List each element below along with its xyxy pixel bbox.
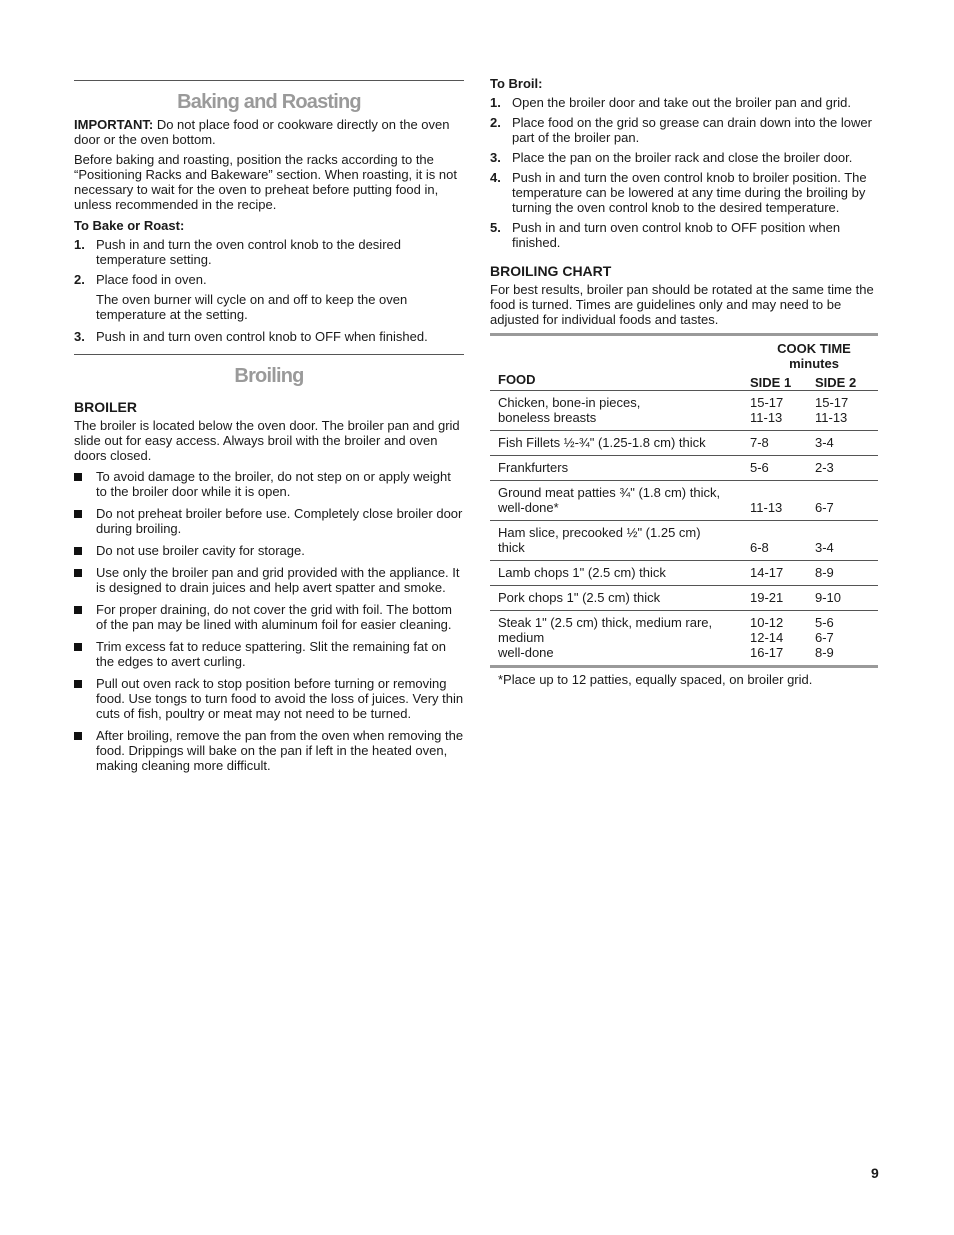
side1-cell xyxy=(750,391,815,431)
column-header-cook-time xyxy=(750,336,878,391)
step-number: 2. xyxy=(74,272,85,287)
step-text: Push in and turn the oven control knob to broiler position. The temperature can be lowered at any time during the broiling by turning the oven control knob to the desired temperature. xyxy=(512,170,867,215)
cell-line: 12-14 xyxy=(750,630,784,645)
bullet-text: Do not use broiler cavity for storage. xyxy=(96,543,305,558)
list-item xyxy=(74,329,464,344)
step-number: 3. xyxy=(490,150,501,165)
side2-cell xyxy=(815,521,878,561)
cell-line: 15-17 xyxy=(815,395,849,410)
cell-line: medium xyxy=(498,630,545,645)
list-item xyxy=(74,237,464,267)
cell-line: 6-8 xyxy=(750,540,769,555)
food-cell xyxy=(490,391,750,431)
list-item xyxy=(490,170,878,215)
step-number: 2. xyxy=(490,115,501,130)
important-text: Do not place food or cookware directly on the oven door or the oven bottom. xyxy=(74,117,450,147)
table-body xyxy=(490,391,878,667)
bullet-text: Do not preheat broiler before use. Completely close broiler door during broiling. xyxy=(96,506,463,536)
food-cell xyxy=(490,431,750,456)
cell-line: 15-17 xyxy=(750,395,784,410)
cell-line: Pork chops 1" (2.5 cm) thick xyxy=(498,590,661,605)
baking-intro: Before baking and roasting, position the racks according to the “Positioning Racks and Bakeware” section. When roasting, it is not necessary to wait for the oven to preheat before putting food in, unless recommended in the recipe. xyxy=(74,152,457,212)
bullet-square-icon xyxy=(74,643,82,651)
side1-cell xyxy=(750,431,815,456)
baking-section-title: Baking and Roasting xyxy=(177,91,361,113)
side2-cell xyxy=(815,611,878,667)
cell-line: 3-4 xyxy=(815,435,834,450)
cell-line: Ham slice, precooked ½" (1.25 cm) xyxy=(498,525,701,540)
table-row xyxy=(490,611,878,667)
broiling-chart-table xyxy=(490,333,878,668)
side2-cell xyxy=(815,586,878,611)
cell-line: 2-3 xyxy=(815,460,834,475)
list-item xyxy=(490,220,878,250)
cell-line: Chicken, bone-in pieces, xyxy=(498,395,641,410)
bullet-square-icon xyxy=(74,680,82,688)
cell-line: 14-17 xyxy=(750,565,784,580)
step-number: 3. xyxy=(74,329,85,344)
table-row xyxy=(490,561,878,586)
column-header-food: FOOD xyxy=(498,372,536,387)
list-item xyxy=(74,639,464,669)
step-text: Push in and turn oven control knob to OFF when finished. xyxy=(96,329,428,344)
side2-cell xyxy=(815,391,878,431)
cell-line: 16-17 xyxy=(750,645,784,660)
side1-cell xyxy=(750,611,815,667)
bullet-text: Trim excess fat to reduce spattering. Slit the remaining fat on the edges to avert curling. xyxy=(96,639,446,669)
bullet-square-icon xyxy=(74,606,82,614)
step-text: Place food in oven. xyxy=(96,272,207,287)
cell-line: 8-9 xyxy=(815,565,834,580)
side2-cell xyxy=(815,431,878,456)
list-item xyxy=(490,95,878,110)
step-number: 1. xyxy=(74,237,85,252)
broiler-heading: BROILER xyxy=(74,399,137,415)
page-number: 9 xyxy=(871,1165,879,1181)
cell-line: Steak 1" (2.5 cm) thick, medium rare, xyxy=(498,615,713,630)
important-label: IMPORTANT: xyxy=(74,117,154,132)
to-broil-heading: To Broil: xyxy=(490,76,543,91)
bullet-square-icon xyxy=(74,569,82,577)
chart-footnote: *Place up to 12 patties, equally spaced, on broiler grid. xyxy=(498,672,813,687)
cell-line: 6-7 xyxy=(815,500,834,515)
cook-time-label: COOK TIME xyxy=(777,341,851,356)
cell-line: Frankfurters xyxy=(498,460,569,475)
list-item xyxy=(74,676,464,721)
table-bottom-rule xyxy=(490,667,878,669)
table-row xyxy=(490,431,878,456)
column-header-side2: SIDE 2 xyxy=(815,375,857,390)
cell-line: 5-6 xyxy=(815,615,834,630)
bake-steps-list-cont xyxy=(74,329,464,344)
table-row xyxy=(490,481,878,521)
side2-cell xyxy=(815,561,878,586)
side2-cell xyxy=(815,456,878,481)
cell-line: 9-10 xyxy=(815,590,842,605)
step-text: Place food on the grid so grease can drain down into the lower part of the broiler pan. xyxy=(512,115,872,145)
bullet-text: To avoid damage to the broiler, do not step on or apply weight to the broiler door while it is open. xyxy=(96,469,451,499)
bullet-text: For proper draining, do not cover the grid with foil. The bottom of the pan may be lined with aluminum foil for easier cleaning. xyxy=(96,602,453,632)
broiling-chart-heading: BROILING CHART xyxy=(490,263,612,279)
food-cell xyxy=(490,561,750,586)
step-number: 5. xyxy=(490,220,501,235)
section-divider xyxy=(74,80,464,81)
cell-line: 5-6 xyxy=(750,460,769,475)
cell-line: thick xyxy=(498,540,525,555)
column-header-side1: SIDE 1 xyxy=(750,375,792,390)
cell-line: 3-4 xyxy=(815,540,834,555)
list-item xyxy=(74,506,464,536)
list-item xyxy=(74,728,464,773)
side1-cell xyxy=(750,521,815,561)
cell-line: 11-13 xyxy=(750,410,783,425)
left-column xyxy=(74,80,464,780)
bullet-text: Use only the broiler pan and grid provided with the appliance. It is designed to drain juices and help avert spatter and smoke. xyxy=(96,565,460,595)
cell-line: 7-8 xyxy=(750,435,769,450)
bullet-text: After broiling, remove the pan from the oven when removing the food. Drippings will bake on the pan if left in the heated oven, making cleaning more difficult. xyxy=(96,728,464,773)
table-row xyxy=(490,456,878,481)
list-item xyxy=(490,150,878,165)
important-note xyxy=(74,117,464,147)
food-cell xyxy=(490,586,750,611)
step-note: The oven burner will cycle on and off to keep the oven temperature at the setting. xyxy=(96,292,408,322)
food-cell xyxy=(490,456,750,481)
food-cell xyxy=(490,521,750,561)
cell-line: boneless breasts xyxy=(498,410,597,425)
side1-cell xyxy=(750,456,815,481)
cell-line: Lamb chops 1" (2.5 cm) thick xyxy=(498,565,666,580)
broil-steps-list xyxy=(490,95,878,250)
food-cell xyxy=(490,611,750,667)
cell-line: Ground meat patties ¾" (1.8 cm) thick, xyxy=(498,485,721,500)
list-item xyxy=(74,543,464,558)
bake-steps-list xyxy=(74,237,464,287)
cell-line: well-done xyxy=(498,645,554,660)
list-item xyxy=(74,565,464,595)
list-item xyxy=(490,115,878,145)
side2-cell xyxy=(815,481,878,521)
step-text: Open the broiler door and take out the broiler pan and grid. xyxy=(512,95,851,110)
side1-cell xyxy=(750,561,815,586)
bullet-square-icon xyxy=(74,732,82,740)
broiler-intro: The broiler is located below the oven door. The broiler pan and grid slide out for easy access. Always broil with the broiler and oven doors closed. xyxy=(74,418,460,463)
bullet-text: Pull out oven rack to stop position before turning or removing food. Use tongs to turn food to avoid the loss of juices. Very thin cuts of fish, poultry or meat may not need to be turned. xyxy=(96,676,464,721)
food-cell xyxy=(490,481,750,521)
broiling-section-title: Broiling xyxy=(234,365,304,387)
side1-cell xyxy=(750,586,815,611)
bake-steps-heading: To Bake or Roast: xyxy=(74,218,185,233)
bullet-square-icon xyxy=(74,473,82,481)
step-number: 1. xyxy=(490,95,501,110)
cell-line: 11-13 xyxy=(815,410,848,425)
step-text: Place the pan on the broiler rack and close the broiler door. xyxy=(512,150,853,165)
broiling-chart-intro: For best results, broiler pan should be rotated at the same time the food is turned. Times are guidelines only and may need to be adjusted for individual foods and tastes. xyxy=(490,282,874,327)
table-row xyxy=(490,521,878,561)
section-divider xyxy=(74,354,464,355)
right-column xyxy=(490,76,878,687)
step-number: 4. xyxy=(490,170,501,185)
cell-line: 11-13 xyxy=(750,500,783,515)
list-item xyxy=(74,602,464,632)
minutes-label: minutes xyxy=(789,356,839,371)
table-row xyxy=(490,586,878,611)
cell-line: 19-21 xyxy=(750,590,784,605)
step-text: Push in and turn oven control knob to OFF position when finished. xyxy=(512,220,841,250)
cell-line: 10-12 xyxy=(750,615,784,630)
cell-line: 8-9 xyxy=(815,645,834,660)
broiler-bullet-list xyxy=(74,469,464,773)
table-row xyxy=(490,391,878,431)
side1-cell xyxy=(750,481,815,521)
bullet-square-icon xyxy=(74,510,82,518)
list-item xyxy=(74,272,464,287)
step-text: Push in and turn the oven control knob to the desired temperature setting. xyxy=(96,237,401,267)
bullet-square-icon xyxy=(74,547,82,555)
cell-line: Fish Fillets ½-¾" (1.25-1.8 cm) thick xyxy=(498,435,706,450)
list-item xyxy=(74,469,464,499)
cell-line: 6-7 xyxy=(815,630,834,645)
table-header-row xyxy=(490,336,878,391)
cell-line: well-done* xyxy=(498,500,559,515)
